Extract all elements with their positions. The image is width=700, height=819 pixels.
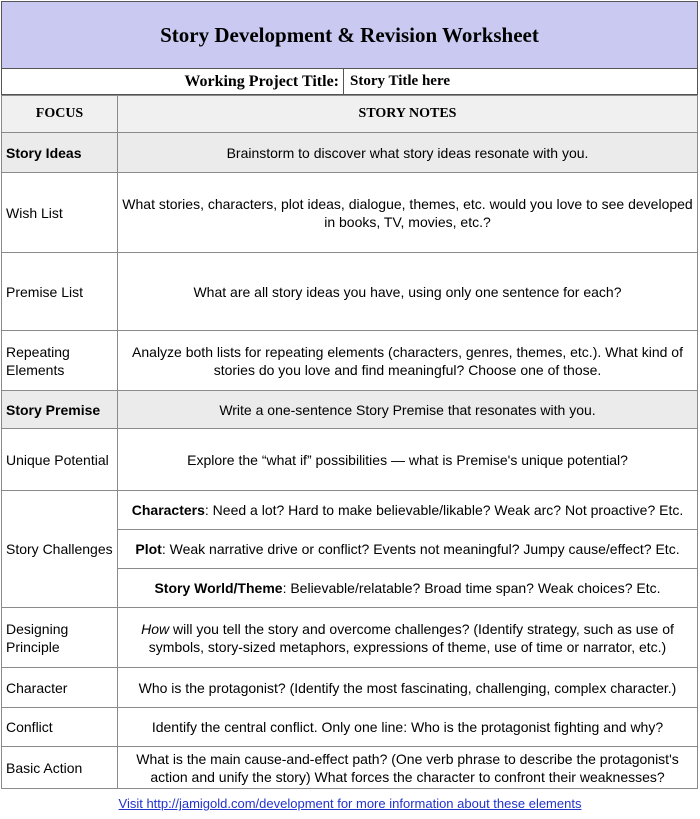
focus-cell: Basic Action [2,747,118,789]
row-wish-list [2,173,698,253]
focus-cell: Conflict [2,708,118,747]
notes-cell-characters[interactable] [118,491,698,530]
notes-cell[interactable]: Write a one-sentence Story Premise that resonates with you. [118,391,698,429]
notes-header: STORY NOTES [118,96,698,133]
notes-cell-plot[interactable] [118,530,698,569]
world-term: Story World/Theme [154,580,283,596]
project-title-label: Working Project Title: [2,69,344,94]
row-unique-potential [2,429,698,491]
focus-header: FOCUS [2,96,118,133]
row-character [2,668,698,708]
focus-cell: Character [2,668,118,708]
row-story-challenges [2,491,698,530]
focus-cell: Story Premise [2,391,118,429]
focus-cell: Repeating Elements [2,331,118,391]
worksheet-title: Story Development & Revision Worksheet [1,1,698,69]
focus-cell: Story Ideas [2,133,118,173]
notes-cell[interactable]: What is the main cause-and-effect path? (One verb phrase to describe the protagonist's action and unify the story) What forces the character to confront their weaknesses? [118,747,698,789]
row-conflict [2,708,698,747]
focus-cell: Story Challenges [2,491,118,608]
notes-cell[interactable]: Brainstorm to discover what story ideas resonate with you. [118,133,698,173]
row-repeating-elements [2,331,698,391]
notes-cell[interactable] [118,608,698,668]
plot-note: : Weak narrative drive or conflict? Events not meaningful? Jumpy cause/effect? Etc. [161,541,680,557]
project-title-row [1,69,698,95]
project-title-input[interactable]: Story Title here [350,73,450,89]
plot-term: Plot [135,541,162,557]
focus-cell: Designing Principle [2,608,118,668]
row-premise-list [2,253,698,331]
notes-cell-world[interactable] [118,569,698,608]
focus-cell: Premise List [2,253,118,331]
how-term: How [141,620,170,637]
world-note: : Believable/relatable? Broad time span? Weak choices? Etc. [282,580,661,596]
row-story-premise [2,391,698,429]
header-row [2,96,698,133]
worksheet [1,1,698,789]
row-story-ideas [2,133,698,173]
row-basic-action [2,747,698,789]
characters-note: : Need a lot? Hard to make believable/likable? Weak arc? Not proactive? Etc. [204,502,684,518]
notes-cell[interactable]: What stories, characters, plot ideas, dialogue, themes, etc. would you love to see developed in books, TV, movies, etc.? [118,173,698,253]
row-designing-principle [2,608,698,668]
worksheet-table [1,95,698,789]
designing-note: will you tell the story and overcome challenges? (Identify strategy, such as use of symbols, story-sized metaphors, expressions of theme, use of time or narrator, etc.) [148,620,674,655]
focus-cell: Wish List [2,173,118,253]
characters-term: Characters [131,502,205,518]
notes-cell[interactable]: Who is the protagonist? (Identify the most fascinating, challenging, complex character.) [118,668,698,708]
notes-cell[interactable]: What are all story ideas you have, using only one sentence for each? [118,253,698,331]
notes-cell[interactable]: Explore the “what if” possibilities — what is Premise's unique potential? [118,429,698,491]
notes-cell[interactable]: Identify the central conflict. Only one line: Who is the protagonist fighting and why? [118,708,698,747]
focus-cell: Unique Potential [2,429,118,491]
notes-cell[interactable]: Analyze both lists for repeating elements (characters, genres, themes, etc.). What kind of stories do you love and find meaningful? Choose one of those. [118,331,698,391]
footer-link[interactable]: Visit http://jamigold.com/development for more information about these elements [118,796,582,811]
